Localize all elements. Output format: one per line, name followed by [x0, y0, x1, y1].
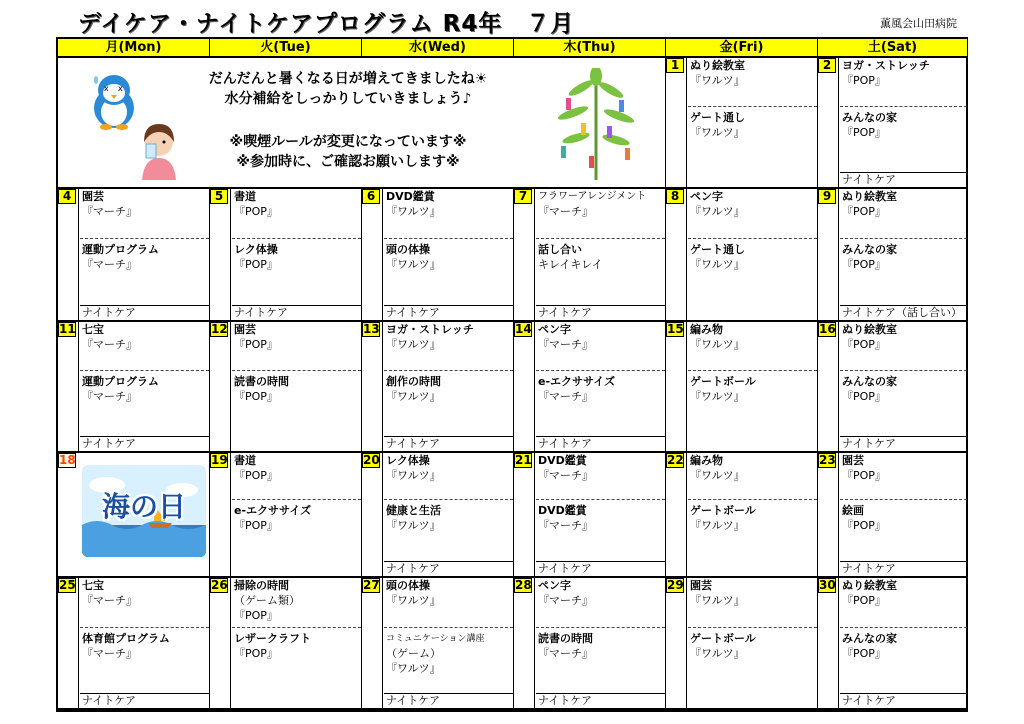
- notice-box: [58, 58, 666, 189]
- day-cell: [362, 322, 514, 453]
- activity-title: ヨガ・ストレッチ: [842, 59, 930, 72]
- activity-group: 『ワルツ』: [386, 338, 441, 351]
- activity-divider: [688, 499, 817, 500]
- day-number: 6: [362, 189, 380, 204]
- activity-divider: [840, 238, 967, 239]
- activity-group: 『POP』: [234, 469, 278, 482]
- day-number: 7: [514, 189, 532, 204]
- night-care-label: ナイトケア: [384, 436, 513, 451]
- activity-group: 『ワルツ』: [690, 469, 745, 482]
- activity-group: 『ワルツ』: [690, 74, 745, 87]
- activity-title: 掃除の時間: [234, 579, 289, 592]
- activity-title: 園芸: [690, 579, 712, 592]
- cell-gutter: [838, 322, 839, 451]
- cell-gutter: [382, 322, 383, 451]
- activity-group: 『ワルツ』: [690, 647, 745, 660]
- day-cell: [818, 58, 968, 189]
- activity-title: コミュニケーション講座: [386, 634, 485, 644]
- activity-divider: [384, 627, 513, 628]
- activity-group: 『POP』: [842, 258, 886, 271]
- activity-title: 編み物: [690, 323, 723, 336]
- activity-title: e-エクササイズ: [234, 504, 312, 517]
- activity-title: 園芸: [234, 323, 256, 336]
- activity-group: 『ワルツ』: [386, 258, 441, 271]
- day-number: 27: [363, 578, 380, 592]
- activity-divider: [840, 370, 967, 371]
- activity-title: 読書の時間: [538, 632, 593, 645]
- day-cell: [210, 578, 362, 710]
- activity-title: 七宝: [82, 579, 104, 592]
- activity-group: 『POP』: [234, 390, 278, 403]
- cell-gutter: [382, 453, 383, 576]
- cell-gutter: [382, 189, 383, 320]
- cell-gutter: [230, 189, 231, 320]
- activity-divider: [232, 370, 361, 371]
- cell-gutter: [534, 578, 535, 708]
- cell-gutter: [838, 58, 839, 187]
- activity-group: 『POP』: [842, 647, 886, 660]
- cell-gutter: [534, 189, 535, 320]
- activity-group: 『POP』: [234, 519, 278, 532]
- activity-group: 『POP』: [842, 594, 886, 607]
- day-number: 13: [363, 322, 380, 336]
- activity-divider: [840, 499, 967, 500]
- activity-title: DVD鑑賞: [538, 454, 587, 467]
- weekday-header: 火(Tue): [210, 39, 362, 58]
- day-number: 23: [819, 453, 836, 467]
- night-care-label: ナイトケア: [80, 305, 209, 320]
- day-cell: [818, 189, 968, 322]
- day-number: 5: [210, 189, 228, 204]
- activity-group: 『マーチ』: [82, 205, 137, 218]
- activity-title: ペン字: [690, 190, 723, 203]
- activity-group: 『POP』: [234, 609, 278, 622]
- activity-group: 『マーチ』: [538, 205, 593, 218]
- cell-gutter: [230, 322, 231, 451]
- activity-title: みんなの家: [842, 243, 897, 256]
- activity-group: 『POP』: [234, 258, 278, 271]
- day-number: 4: [58, 189, 76, 204]
- night-care-label: ナイトケア: [384, 305, 513, 320]
- activity-group: 『ワルツ』: [690, 594, 745, 607]
- day-cell: [58, 189, 210, 322]
- cell-gutter: [230, 453, 231, 576]
- activity-group: 『マーチ』: [538, 647, 593, 660]
- activity-title: 読書の時間: [234, 375, 289, 388]
- activity-title: 編み物: [690, 454, 723, 467]
- day-number: 2: [818, 58, 836, 73]
- activity-divider: [536, 499, 665, 500]
- cell-gutter: [78, 578, 79, 708]
- activity-divider: [536, 627, 665, 628]
- activity-group: 『ワルツ』: [386, 519, 441, 532]
- cell-gutter: [534, 453, 535, 576]
- activity-divider: [384, 238, 513, 239]
- activity-divider: [536, 238, 665, 239]
- weekday-header: 水(Wed): [362, 39, 514, 58]
- activity-group: 『POP』: [842, 74, 886, 87]
- cell-gutter: [534, 322, 535, 451]
- day-cell: [514, 189, 666, 322]
- activity-title: ゲートボール: [690, 504, 756, 517]
- day-number: 20: [363, 453, 380, 467]
- activity-group: 『マーチ』: [82, 258, 137, 271]
- activity-title: 園芸: [82, 190, 104, 203]
- day-number: 1: [666, 58, 684, 73]
- activity-divider: [384, 499, 513, 500]
- activity-divider: [80, 370, 209, 371]
- notice-text: だんだんと暑くなる日が増えてきましたね☀: [208, 71, 488, 87]
- activity-group: 『マーチ』: [538, 390, 593, 403]
- tanabata-bamboo-illustration: [551, 68, 641, 180]
- day-cell: [514, 322, 666, 453]
- day-cell: [666, 189, 818, 322]
- activity-title: フラワーアレンジメント: [538, 191, 647, 202]
- organization-name: 薫風会山田病院: [880, 17, 957, 30]
- activity-group: 『マーチ』: [538, 594, 593, 607]
- day-cell: [362, 189, 514, 322]
- activity-title: ぬり絵教室: [842, 579, 897, 592]
- activity-divider: [536, 370, 665, 371]
- activity-title: 運動プログラム: [82, 243, 159, 256]
- activity-title: DVD鑑賞: [386, 190, 435, 203]
- day-cell: [666, 453, 818, 578]
- day-cell: [514, 578, 666, 710]
- day-cell: [362, 578, 514, 710]
- activity-group: 『ワルツ』: [690, 519, 745, 532]
- day-cell: [210, 322, 362, 453]
- activity-group: 『マーチ』: [82, 338, 137, 351]
- activity-divider: [384, 370, 513, 371]
- night-care-label: ナイトケア: [840, 561, 967, 576]
- activity-group: 『ワルツ』: [386, 662, 441, 675]
- weekday-header: 月(Mon): [58, 39, 210, 58]
- drinking-girl-illustration: [134, 118, 184, 180]
- night-care-label: ナイトケア: [840, 693, 967, 708]
- activity-divider: [688, 370, 817, 371]
- page-title: デイケア・ナイトケアプログラム R4年 ７月: [78, 11, 575, 37]
- day-number: 12: [211, 322, 228, 336]
- day-number: 30: [819, 578, 836, 592]
- activity-title: 健康と生活: [386, 504, 441, 517]
- activity-title: 話し合い: [538, 243, 582, 256]
- night-care-label: ナイトケア: [536, 436, 665, 451]
- day-cell: [818, 322, 968, 453]
- activity-title: ゲートボール: [690, 632, 756, 645]
- day-number: 16: [819, 322, 836, 336]
- holiday-label: 海の日: [101, 490, 186, 523]
- activity-group: 『POP』: [842, 126, 886, 139]
- night-care-label: ナイトケア: [80, 693, 209, 708]
- cell-gutter: [686, 189, 687, 320]
- calendar-grid: [56, 37, 968, 712]
- activity-title: ぬり絵教室: [690, 59, 745, 72]
- activity-title: 絵画: [842, 504, 864, 517]
- activity-group: 『マーチ』: [82, 594, 137, 607]
- day-number: 28: [515, 578, 532, 592]
- activity-group: 『マーチ』: [538, 469, 593, 482]
- cell-gutter: [838, 453, 839, 576]
- activity-title: 頭の体操: [386, 243, 430, 256]
- day-cell: [58, 322, 210, 453]
- holiday-cell: [58, 453, 210, 578]
- notice-text: ※参加時に、ご確認お願いします※: [236, 154, 460, 170]
- activity-group: 『POP』: [234, 338, 278, 351]
- activity-group: 『POP』: [842, 338, 886, 351]
- activity-divider: [80, 627, 209, 628]
- activity-group: 『ワルツ』: [690, 338, 745, 351]
- day-cell: [362, 453, 514, 578]
- day-number: 11: [59, 322, 76, 336]
- night-care-label: ナイトケア: [232, 305, 361, 320]
- activity-title: 頭の体操: [386, 579, 430, 592]
- weekday-header: 木(Thu): [514, 39, 666, 58]
- activity-group: 『マーチ』: [538, 519, 593, 532]
- activity-title: ぬり絵教室: [842, 190, 897, 203]
- activity-group: 『マーチ』: [538, 338, 593, 351]
- activity-group: 『ワルツ』: [386, 390, 441, 403]
- activity-group: （ゲーム類）: [234, 594, 300, 607]
- night-care-label: ナイトケア: [536, 561, 665, 576]
- activity-group: 『ワルツ』: [386, 469, 441, 482]
- activity-group: 『POP』: [234, 205, 278, 218]
- svg-text:x: x: [104, 84, 109, 93]
- day-number: 15: [667, 322, 684, 336]
- activity-title: DVD鑑賞: [538, 504, 587, 517]
- activity-title: 七宝: [82, 323, 104, 336]
- activity-divider: [232, 499, 361, 500]
- activity-divider: [80, 238, 209, 239]
- activity-divider: [840, 106, 967, 107]
- activity-title: ゲート通し: [690, 111, 745, 124]
- day-number: 14: [515, 322, 532, 336]
- day-cell: [666, 322, 818, 453]
- activity-title: 体育館プログラム: [82, 632, 170, 645]
- day-cell: [666, 578, 818, 710]
- night-care-label: ナイトケア: [80, 436, 209, 451]
- activity-divider: [232, 627, 361, 628]
- day-cell: [210, 453, 362, 578]
- night-care-label: ナイトケア: [384, 693, 513, 708]
- activity-group: 『マーチ』: [82, 647, 137, 660]
- activity-group: キレイキレイ: [538, 258, 603, 271]
- cell-gutter: [686, 453, 687, 576]
- cell-gutter: [78, 322, 79, 451]
- night-care-label: ナイトケア: [536, 693, 665, 708]
- cell-gutter: [382, 578, 383, 708]
- activity-group: 『ワルツ』: [690, 390, 745, 403]
- activity-title: ペン字: [538, 579, 571, 592]
- day-cell: [818, 578, 968, 710]
- activity-title: レク体操: [234, 243, 278, 256]
- cell-gutter: [686, 58, 687, 187]
- day-number: 29: [667, 578, 684, 592]
- activity-divider: [688, 627, 817, 628]
- activity-title: 創作の時間: [386, 375, 441, 388]
- activity-title: みんなの家: [842, 375, 897, 388]
- activity-divider: [688, 238, 817, 239]
- night-care-label: ナイトケア: [384, 561, 513, 576]
- activity-title: レザークラフト: [234, 632, 311, 645]
- day-cell: [666, 58, 818, 189]
- activity-title: 園芸: [842, 454, 864, 467]
- cell-gutter: [838, 189, 839, 320]
- day-number: 22: [667, 453, 684, 467]
- night-care-label: ナイトケア: [840, 436, 967, 451]
- day-number: 8: [666, 189, 684, 204]
- activity-group: 『ワルツ』: [690, 258, 745, 271]
- night-care-label: ナイトケア: [536, 305, 665, 320]
- activity-group: 『ワルツ』: [690, 126, 745, 139]
- activity-divider: [232, 238, 361, 239]
- activity-group: （ゲーム）: [386, 647, 441, 660]
- activity-divider: [688, 106, 817, 107]
- cell-gutter: [230, 578, 231, 708]
- activity-title: 運動プログラム: [82, 375, 159, 388]
- activity-group: 『ワルツ』: [386, 205, 441, 218]
- activity-group: 『ワルツ』: [690, 205, 745, 218]
- activity-title: みんなの家: [842, 111, 897, 124]
- activity-group: 『POP』: [842, 469, 886, 482]
- cell-gutter: [78, 189, 79, 320]
- night-care-label: ナイトケア: [840, 172, 967, 187]
- cell-gutter: [838, 578, 839, 708]
- notice-text: 水分補給をしっかりしていきましょう♪: [224, 91, 472, 107]
- activity-group: 『POP』: [842, 205, 886, 218]
- activity-title: ゲートボール: [690, 375, 756, 388]
- day-cell: [210, 189, 362, 322]
- activity-title: ヨガ・ストレッチ: [386, 323, 474, 336]
- activity-title: 書道: [234, 190, 256, 203]
- day-cell: [514, 453, 666, 578]
- activity-title: みんなの家: [842, 632, 897, 645]
- activity-group: 『マーチ』: [82, 390, 137, 403]
- activity-title: ぬり絵教室: [842, 323, 897, 336]
- svg-text:x: x: [118, 84, 123, 93]
- activity-title: 書道: [234, 454, 256, 467]
- activity-title: ゲート通し: [690, 243, 745, 256]
- activity-group: 『ワルツ』: [386, 594, 441, 607]
- night-care-label: ナイトケア（話し合い）: [840, 305, 967, 320]
- activity-title: e-エクササイズ: [538, 375, 616, 388]
- activity-divider: [840, 627, 967, 628]
- activity-title: レク体操: [386, 454, 430, 467]
- notice-text: ※喫煙ルールが変更になっています※: [229, 134, 467, 150]
- day-number: 9: [818, 189, 836, 204]
- day-number: 25: [59, 578, 76, 592]
- weekday-header: 金(Fri): [666, 39, 818, 58]
- day-number: 18: [59, 453, 76, 467]
- day-number: 21: [515, 453, 532, 467]
- cell-gutter: [686, 578, 687, 708]
- cell-gutter: [686, 322, 687, 451]
- umi-no-hi-illustration: [82, 465, 206, 557]
- activity-group: 『POP』: [842, 519, 886, 532]
- activity-title: ペン字: [538, 323, 571, 336]
- activity-group: 『POP』: [234, 647, 278, 660]
- day-cell: [818, 453, 968, 578]
- day-number: 26: [211, 578, 228, 592]
- day-cell: [58, 578, 210, 710]
- weekday-header: 土(Sat): [818, 39, 968, 58]
- day-number: 19: [211, 453, 228, 467]
- activity-group: 『POP』: [842, 390, 886, 403]
